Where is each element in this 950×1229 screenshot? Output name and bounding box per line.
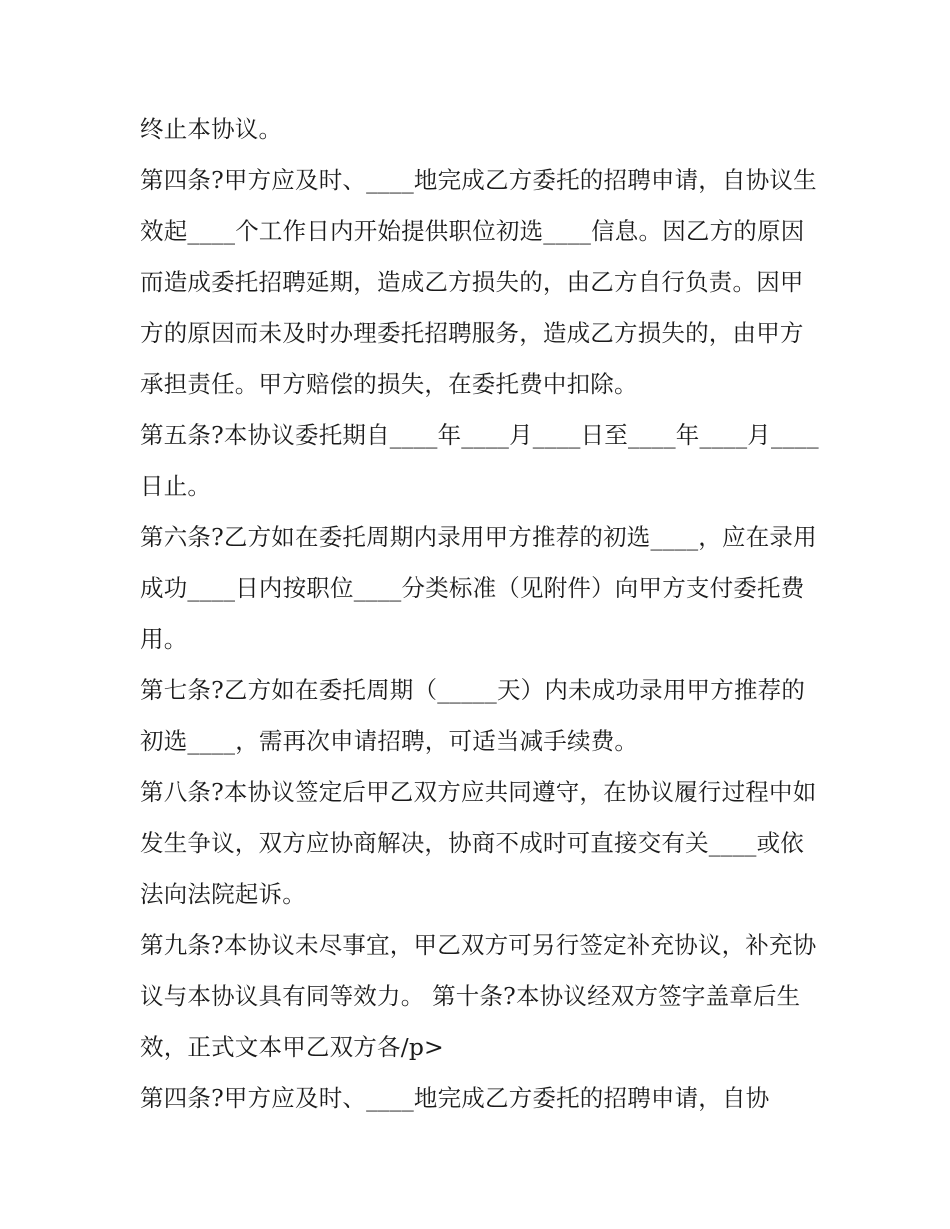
- document-body: [140, 104, 820, 1124]
- paragraph-article-4: 第四条?甲方应及时、____地完成乙方委托的招聘申请，自协议生效起____个工作日内开始提供职位初选____信息。因乙方的原因而造成委托招聘延期，造成乙方损失的，由乙方自行负责。因甲方的原因而未及时办理委托招聘服务，造成乙方损失的，由甲方承担责任。甲方赔偿的损失，在委托费中扣除。: [140, 166, 817, 398]
- paragraph-article-9-10: 第九条?本协议未尽事宜，甲乙双方可另行签定补充协议，补充协议与本协议具有同等效力。 第十条?本协议经双方签字盖章后生效，正式文本甲乙双方各/p>: [140, 931, 817, 1061]
- paragraph-article-7: 第七条?乙方如在委托周期（_____天）内未成功录用甲方推荐的初选____，需再次申请招聘，可适当减手续费。: [140, 676, 806, 755]
- paragraph-article-8: 第八条?本协议签定后甲乙双方应共同遵守，在协议履行过程中如发生争议，双方应协商解决，协商不成时可直接交有关____或依法向法院起诉。: [140, 778, 817, 908]
- paragraph-article-4-repeat: 第四条?甲方应及时、____地完成乙方委托的招聘申请，自协: [140, 1084, 770, 1112]
- paragraph-article-5: 第五条?本协议委托期自____年____月____日至____年____月____日止。: [140, 421, 819, 500]
- paragraph-article-6: 第六条?乙方如在委托周期内录用甲方推荐的初选____，应在录用成功____日内按职位____分类标准（见附件）向甲方支付委托费用。: [140, 523, 817, 653]
- paragraph-termination-end: 终止本协议。: [140, 115, 283, 143]
